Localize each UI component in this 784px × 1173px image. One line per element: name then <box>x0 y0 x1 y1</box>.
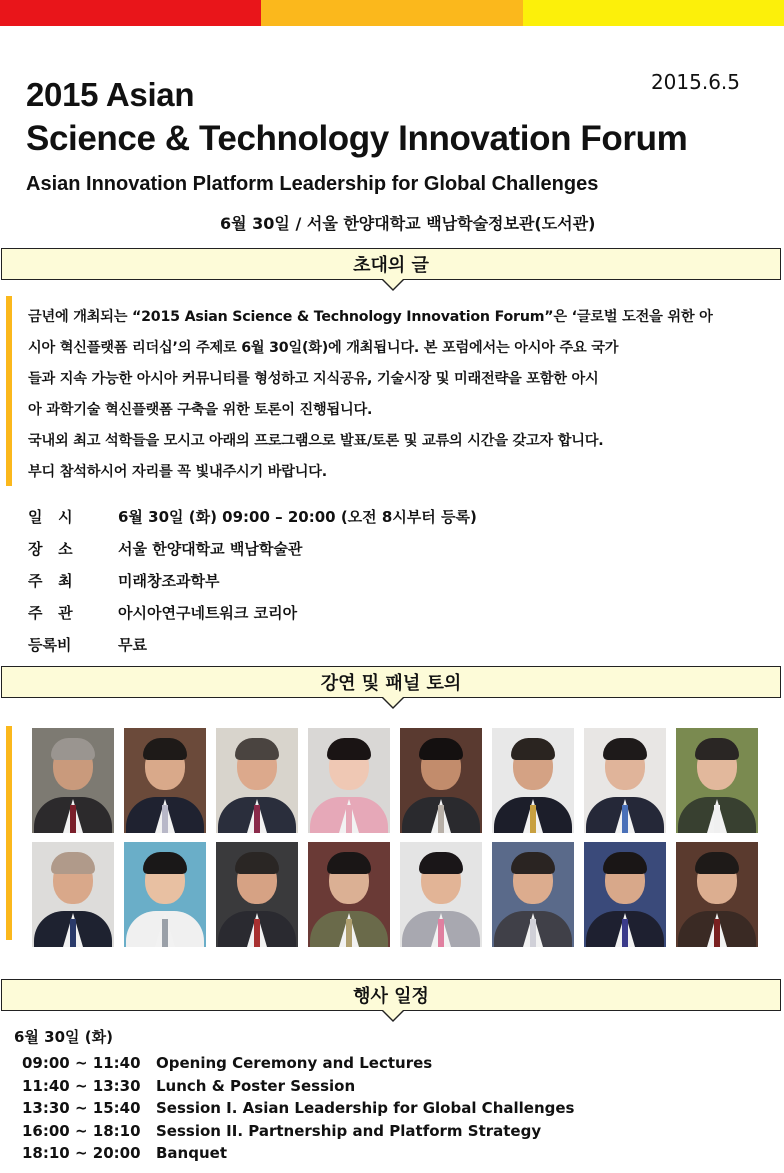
speaker-photo <box>124 842 206 947</box>
lectures-header <box>1 666 781 698</box>
speaker-hair <box>603 738 647 760</box>
schedule-row <box>22 1142 574 1165</box>
info-label: 일 시 <box>28 507 73 526</box>
speaker-hair <box>235 852 279 874</box>
info-row-time <box>28 500 477 532</box>
speaker-photo <box>216 842 298 947</box>
subtitle: Asian Innovation Platform Leadership for Global Challenges <box>26 173 599 195</box>
color-band-orange <box>261 0 522 26</box>
invitation-heading: 초대의 글 <box>353 255 429 276</box>
info-label: 주 관 <box>28 603 73 622</box>
speaker-tie <box>254 919 260 947</box>
speaker-tie <box>622 919 628 947</box>
schedule-row <box>22 1075 574 1098</box>
speaker-tie <box>530 919 536 947</box>
info-value: 아시아연구네트워크 코리아 <box>118 603 298 622</box>
speaker-photo <box>676 728 758 833</box>
schedule-time: 13:30 ~ 15:40 <box>22 1099 141 1118</box>
schedule-header <box>1 979 781 1011</box>
info-label: 주 최 <box>28 571 73 590</box>
invitation-line: 부디 참석하시어 자리를 꼭 빛내주시기 바랍니다. <box>28 464 327 480</box>
speaker-tie <box>70 805 76 833</box>
color-band-red <box>0 0 261 26</box>
speaker-hair <box>143 738 187 760</box>
info-row-fee <box>28 628 477 660</box>
speaker-photo <box>400 728 482 833</box>
speaker-tie <box>530 805 536 833</box>
event-info <box>28 500 477 660</box>
speaker-hair <box>603 852 647 874</box>
info-row-host <box>28 564 477 596</box>
speaker-tie <box>438 805 444 833</box>
info-value: 미래창조과학부 <box>118 571 220 590</box>
speaker-hair <box>511 738 555 760</box>
schedule-row <box>22 1097 574 1120</box>
speaker-tie <box>622 805 628 833</box>
speaker-tie <box>254 805 260 833</box>
info-value: 6월 30일 (화) 09:00 – 20:00 (오전 8시부터 등록) <box>118 507 477 526</box>
invitation-accent-bar <box>6 296 12 486</box>
speaker-tie <box>70 919 76 947</box>
schedule-list <box>22 1052 574 1165</box>
schedule-row <box>22 1052 574 1075</box>
invitation-line: 아 과학기술 혁신플랫폼 구축을 위한 토론이 진행됩니다. <box>28 402 373 418</box>
info-label: 장 소 <box>28 539 73 558</box>
speaker-photo <box>216 728 298 833</box>
schedule-time: 09:00 ~ 11:40 <box>22 1054 141 1073</box>
schedule-time: 16:00 ~ 18:10 <box>22 1121 141 1140</box>
schedule-event: Banquet <box>156 1144 227 1163</box>
speaker-hair <box>419 738 463 760</box>
invitation-header <box>1 248 781 280</box>
invitation-line: 금년에 개최되는 “2015 Asian Science & Technology Innovation Forum”은 ‘글로벌 도전을 위한 아 <box>28 309 713 325</box>
schedule-event: Lunch & Poster Session <box>156 1076 356 1095</box>
schedule-time: 11:40 ~ 13:30 <box>22 1076 141 1095</box>
speaker-photo <box>676 842 758 947</box>
info-row-place <box>28 532 477 564</box>
speaker-photo <box>492 842 574 947</box>
invitation-line: 국내외 최고 석학들을 모시고 아래의 프로그램으로 발표/토론 및 교류의 시간을 갖고자 합니다. <box>28 433 604 449</box>
speaker-tie <box>714 805 720 833</box>
speaker-hair <box>51 738 95 760</box>
speaker-hair <box>419 852 463 874</box>
speaker-photo <box>584 728 666 833</box>
schedule-time: 18:10 ~ 20:00 <box>22 1144 141 1163</box>
title-line-1: 2015 Asian <box>26 76 195 113</box>
speaker-photo <box>32 728 114 833</box>
info-label: 등록비 <box>28 635 72 654</box>
speaker-hair <box>235 738 279 760</box>
speaker-hair <box>327 738 371 760</box>
speaker-photo-grid <box>32 728 762 947</box>
speaker-tie <box>714 919 720 947</box>
speaker-hair <box>51 852 95 874</box>
speaker-hair <box>327 852 371 874</box>
speaker-tie <box>346 805 352 833</box>
speaker-photo <box>400 842 482 947</box>
invitation-text <box>28 302 768 488</box>
speaker-photo <box>308 842 390 947</box>
schedule-heading: 행사 일정 <box>353 986 429 1007</box>
speaker-hair <box>695 852 739 874</box>
speaker-tie <box>162 805 168 833</box>
color-band-yellow <box>523 0 784 26</box>
speaker-photo <box>584 842 666 947</box>
speaker-photo <box>308 728 390 833</box>
speaker-hair <box>511 852 555 874</box>
title-line-2: Science & Technology Innovation Forum <box>26 119 688 158</box>
info-value: 서울 한양대학교 백남학술관 <box>118 539 303 558</box>
speaker-tie <box>346 919 352 947</box>
date-venue-line: 6월 30일 / 서울 한양대학교 백남학술정보관(도서관) <box>220 214 596 233</box>
top-color-bar <box>0 0 784 26</box>
speaker-hair <box>143 852 187 874</box>
info-value: 무료 <box>118 635 147 654</box>
info-row-organizer <box>28 596 477 628</box>
speaker-photo <box>492 728 574 833</box>
speaker-hair <box>695 738 739 760</box>
document-date: 2015.6.5 <box>650 70 740 94</box>
lectures-accent-bar <box>6 726 12 940</box>
speaker-tie <box>438 919 444 947</box>
schedule-date: 6월 30일 (화) <box>14 1028 113 1046</box>
invitation-line: 시아 혁신플랫폼 리더십’의 주제로 6월 30일(화)에 개최됩니다. 본 포럼에서는 아시아 주요 국가 <box>28 340 619 356</box>
speaker-photo <box>32 842 114 947</box>
speaker-tie <box>162 919 168 947</box>
schedule-row <box>22 1120 574 1143</box>
lectures-heading: 강연 및 패널 토의 <box>320 673 462 694</box>
speaker-photo <box>124 728 206 833</box>
invitation-line: 들과 지속 가능한 아시아 커뮤니티를 형성하고 지식공유, 기술시장 및 미래전략을 포함한 아시 <box>28 371 599 387</box>
schedule-event: Session II. Partnership and Platform Strategy <box>156 1121 542 1140</box>
schedule-event: Opening Ceremony and Lectures <box>156 1054 433 1073</box>
schedule-event: Session I. Asian Leadership for Global Challenges <box>156 1099 575 1118</box>
